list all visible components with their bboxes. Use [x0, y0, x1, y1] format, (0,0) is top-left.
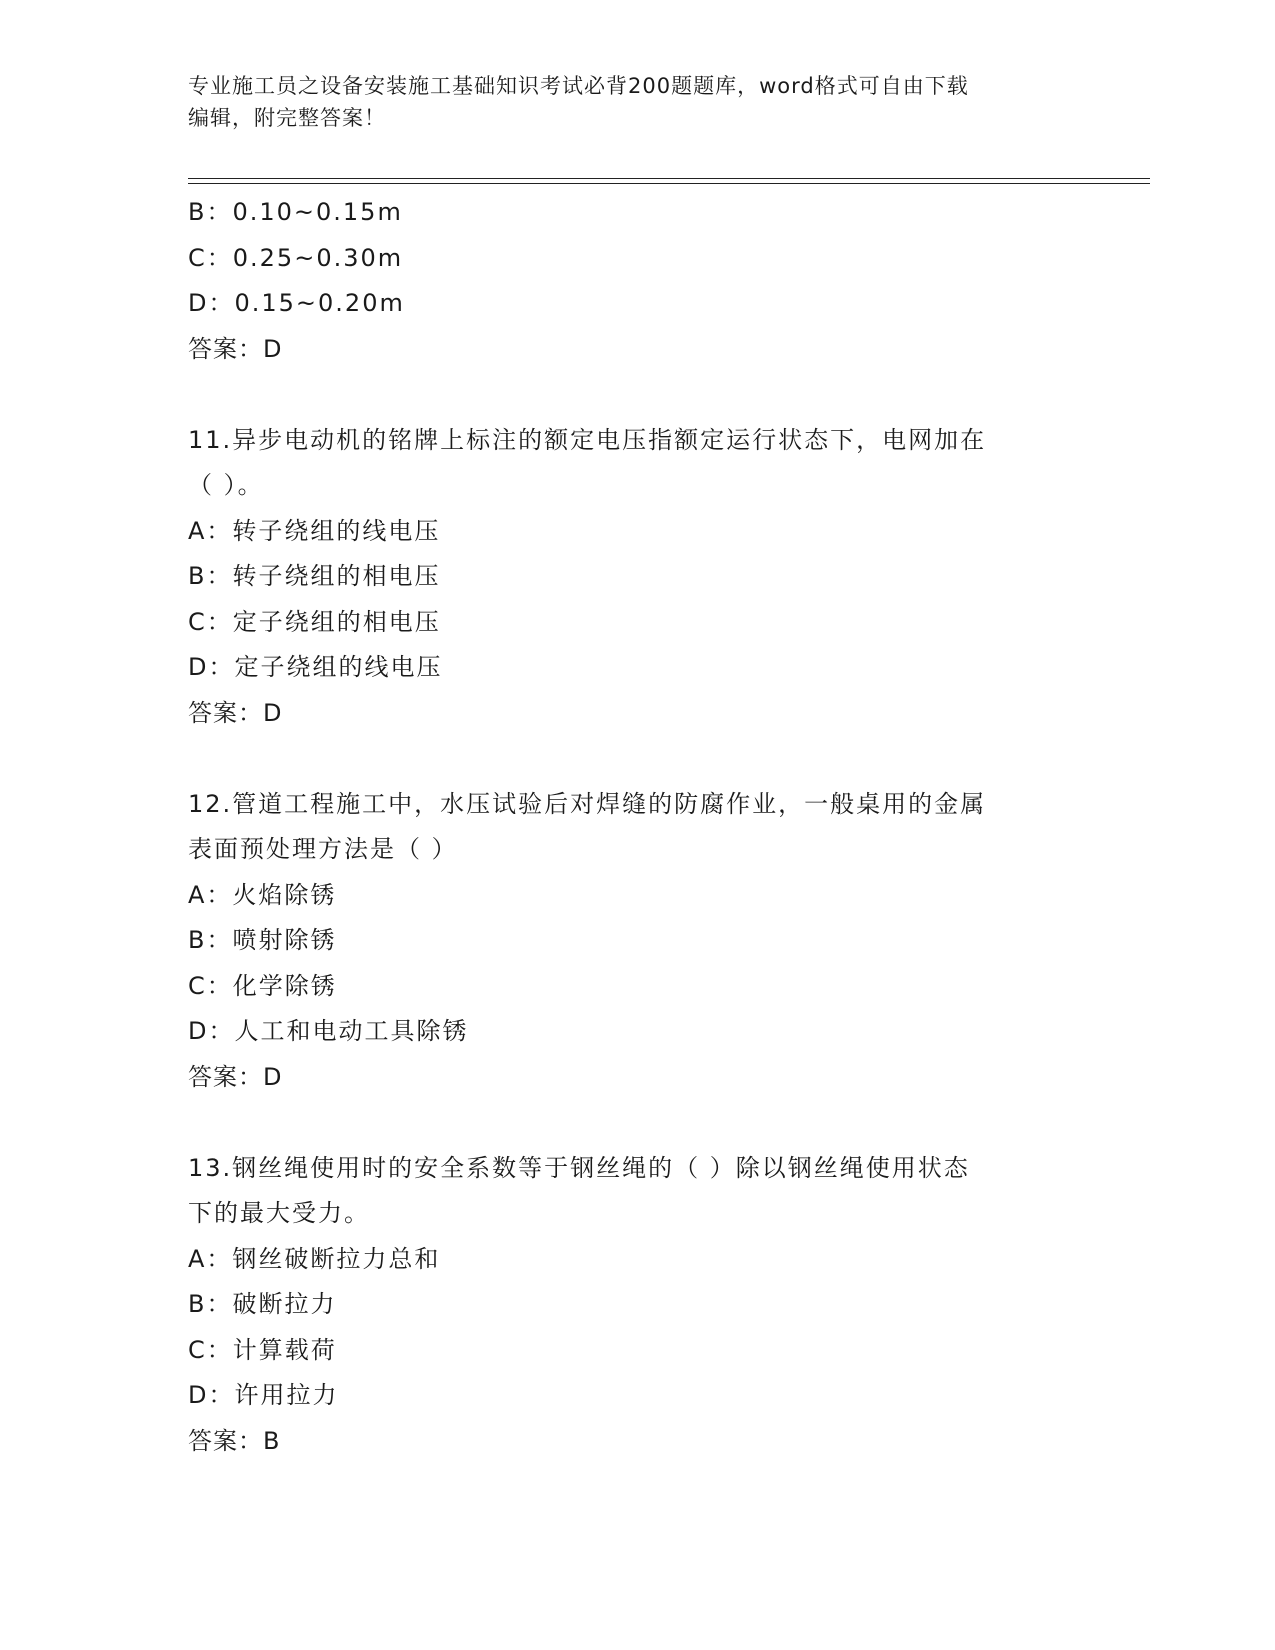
question-text: 钢丝绳使用时的安全系数等于钢丝绳的（ ）除以钢丝绳使用状态: [232, 1153, 970, 1182]
option-text: 0.25~0.30m: [232, 243, 404, 272]
option-text: 喷射除锈: [232, 926, 337, 954]
option-text: 计算载荷: [232, 1335, 337, 1364]
option-text: 转子绕组的线电压: [232, 516, 441, 545]
option-text: 转子绕组的相电压: [232, 562, 441, 590]
option-line: A：火焰除锈: [188, 880, 337, 909]
option-label: B: [188, 926, 207, 954]
option-line: D：许用拉力: [188, 1381, 339, 1409]
answer-prefix: 答案：: [188, 698, 263, 727]
option-label: B: [188, 562, 207, 590]
option-text: 许用拉力: [234, 1381, 339, 1409]
spacer: [188, 372, 1088, 418]
header-divider-bottom: [188, 183, 1150, 184]
option-text: 破断拉力: [232, 1290, 337, 1318]
option-label: D: [188, 1017, 209, 1045]
option-line: C：计算载荷: [188, 1335, 337, 1364]
option-label: D: [188, 289, 209, 317]
answer-value: B: [263, 1426, 281, 1455]
option-line: D：人工和电动工具除锈: [188, 1017, 469, 1045]
option-label: C: [188, 243, 207, 272]
question-stem-continued: 表面预处理方法是（ ）: [188, 835, 458, 863]
answer-value: D: [263, 1062, 283, 1091]
question-text: 异步电动机的铭牌上标注的额定电压指额定运行状态下，电网加在: [232, 425, 987, 454]
question-block: [188, 1146, 1088, 1465]
question-block: [188, 418, 1088, 737]
option-line: B：喷射除锈: [188, 926, 337, 954]
answer-value: D: [263, 334, 283, 363]
option-label: B: [188, 198, 207, 226]
option-text: 0.15~0.20m: [234, 289, 405, 317]
question-stem-continued: 下的最大受力。: [188, 1199, 370, 1227]
answer-line: [188, 1419, 1088, 1465]
header-line-1: 专业施工员之设备安装施工基础知识考试必背200题题库，word格式可自由下载: [188, 74, 969, 98]
question-text: 管道工程施工中，水压试验后对焊缝的防腐作业，一般桌用的金属: [232, 789, 987, 818]
option-line: C：0.25~0.30m: [188, 243, 404, 272]
option-line: A：转子绕组的线电压: [188, 516, 441, 545]
option-text: 0.10~0.15m: [232, 198, 403, 226]
option-label: C: [188, 971, 207, 1000]
spacer: [188, 736, 1088, 782]
option-line: D：0.15~0.20m: [188, 289, 405, 317]
option-label: C: [188, 607, 207, 636]
spacer: [188, 1100, 1088, 1146]
question-stem-continued: （ ）。: [188, 471, 264, 499]
question-number: 11.: [188, 425, 233, 454]
option-text: 化学除锈: [232, 971, 337, 1000]
answer-line: [188, 1055, 1088, 1101]
option-label: B: [188, 1290, 207, 1318]
option-text: 定子绕组的相电压: [232, 607, 441, 636]
header-divider-top: [188, 178, 1150, 179]
option-label: D: [188, 653, 209, 681]
option-line: D：定子绕组的线电压: [188, 653, 443, 681]
question-stem: [188, 782, 1088, 828]
option-label: A: [188, 1244, 207, 1273]
option-text: 定子绕组的线电压: [234, 653, 443, 681]
question-stem: [188, 418, 1088, 464]
question-block: [188, 782, 1088, 1101]
header-line-2: 编辑，附完整答案！: [188, 106, 386, 130]
option-line: C：化学除锈: [188, 971, 337, 1000]
question-stem: [188, 1146, 1088, 1192]
option-line: B：破断拉力: [188, 1290, 337, 1318]
option-line: B：转子绕组的相电压: [188, 562, 441, 590]
answer-line: [188, 691, 1088, 737]
answer-prefix: 答案：: [188, 334, 263, 363]
option-text: 钢丝破断拉力总和: [232, 1244, 441, 1273]
answer-value: D: [263, 698, 283, 727]
question-number: 12.: [188, 789, 233, 818]
answer-prefix: 答案：: [188, 1062, 263, 1091]
option-line: A：钢丝破断拉力总和: [188, 1244, 441, 1273]
option-label: A: [188, 516, 207, 545]
option-text: 人工和电动工具除锈: [234, 1017, 469, 1045]
option-label: C: [188, 1335, 207, 1364]
question-number: 13.: [188, 1153, 233, 1182]
option-label: D: [188, 1381, 209, 1409]
answer-prefix: 答案：: [188, 1426, 263, 1455]
answer-line: [188, 327, 1088, 373]
option-label: A: [188, 880, 207, 909]
question-list: [188, 190, 1088, 1464]
option-line: B：0.10~0.15m: [188, 198, 403, 226]
document-header: [188, 70, 1088, 134]
option-text: 火焰除锈: [232, 880, 337, 909]
option-line: C：定子绕组的相电压: [188, 607, 441, 636]
